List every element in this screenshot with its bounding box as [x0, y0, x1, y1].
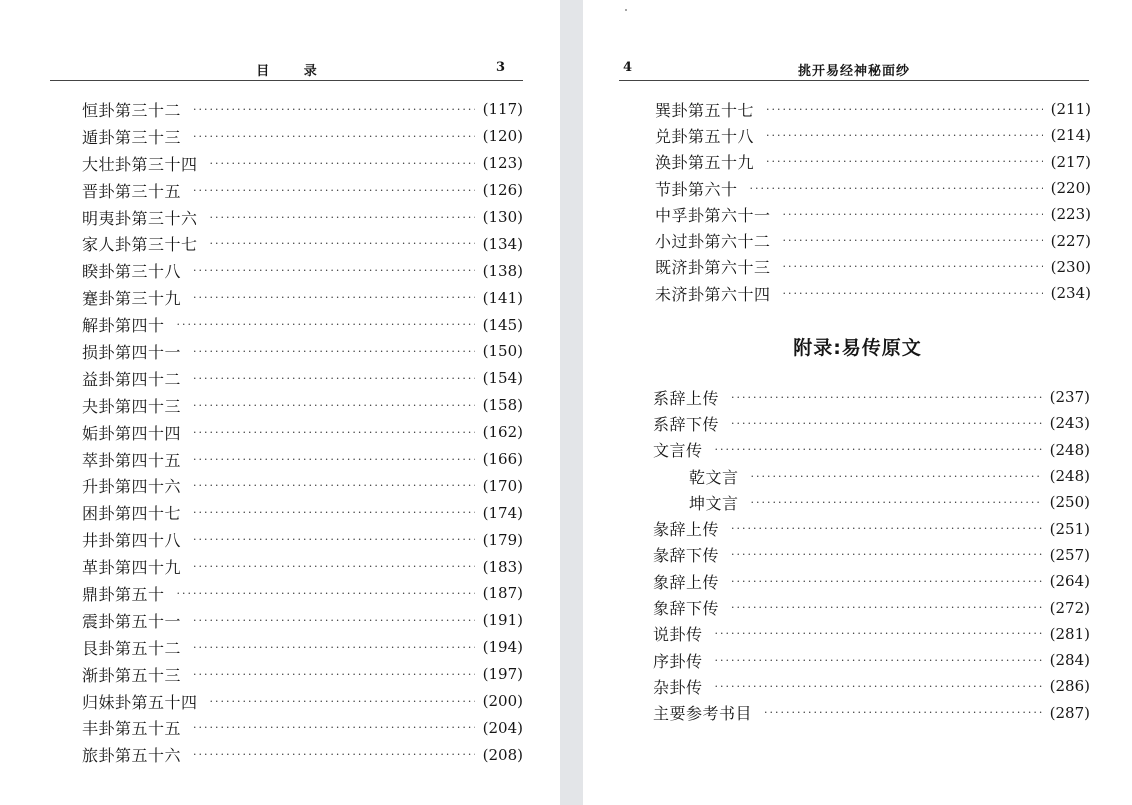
toc-entry-title: 渐卦第五十三: [82, 665, 182, 685]
appendix-toc-entry[interactable]: [653, 594, 1090, 620]
right-page-header: [619, 54, 1089, 81]
toc-entry-page-number: (234): [1050, 284, 1091, 303]
dot-leader: [193, 533, 475, 546]
toc-entry-title: 中孚卦第六十一: [655, 205, 771, 225]
toc-entry-page-number: (123): [482, 154, 523, 173]
toc-entry-title: 象辞下传: [653, 599, 720, 619]
toc-entry-page-number: (191): [482, 611, 523, 630]
toc-entry-title: 涣卦第五十九: [655, 153, 755, 173]
toc-entry-page-number: (250): [1049, 493, 1090, 512]
toc-entry-title: 乾文言: [689, 467, 739, 487]
dot-leader: [715, 627, 1042, 640]
toc-entry-page-number: (200): [482, 692, 523, 711]
toc-entry-title: 主要参考书目: [653, 704, 753, 724]
toc-entry-title: 说卦传: [653, 625, 703, 645]
dot-leader: [766, 103, 1043, 116]
toc-entry-title: 姤卦第四十四: [82, 423, 182, 443]
toc-entry-page-number: (158): [482, 396, 523, 415]
toc-entry-title: 升卦第四十六: [82, 477, 182, 497]
toc-entry-title: 鼎卦第五十: [82, 584, 165, 604]
toc-entry[interactable]: [82, 177, 523, 204]
toc-entry-title: 节卦第六十: [655, 179, 738, 199]
left-page-number: 3: [495, 60, 505, 75]
toc-entry-page-number: (117): [482, 100, 523, 119]
toc-entry-page-number: (162): [482, 423, 523, 442]
toc-entry[interactable]: [82, 96, 523, 123]
dot-leader: [177, 587, 475, 600]
toc-entry-title: 系辞下传: [653, 414, 720, 434]
toc-entry-title: 革卦第四十九: [82, 558, 182, 578]
toc-entry-title: 序卦传: [653, 651, 703, 671]
toc-entry[interactable]: [82, 499, 523, 526]
left-header-title: 目 录: [256, 64, 317, 79]
toc-entry-title: 丰卦第五十五: [82, 719, 182, 739]
toc-entry-title: 益卦第四十二: [82, 369, 182, 389]
toc-entry-page-number: (284): [1049, 651, 1090, 670]
appendix-toc-entry[interactable]: [653, 410, 1090, 436]
toc-entry-page-number: (214): [1050, 126, 1091, 145]
dot-leader: [731, 548, 1042, 561]
toc-entry-title: 艮卦第五十二: [82, 638, 182, 658]
toc-entry-page-number: (248): [1049, 440, 1090, 459]
toc-entry-page-number: (251): [1049, 519, 1090, 538]
dot-leader: [193, 721, 475, 734]
toc-entry-page-number: (126): [482, 181, 523, 200]
toc-entry-page-number: (150): [482, 342, 523, 361]
toc-entry-page-number: (166): [482, 450, 523, 469]
dot-leader: [193, 453, 475, 466]
dot-leader: [715, 680, 1042, 693]
toc-entry-title: 蹇卦第三十九: [82, 289, 182, 309]
toc-entry-title: 归妹卦第五十四: [82, 692, 198, 712]
toc-entry-page-number: (272): [1049, 598, 1090, 617]
dot-leader: [193, 130, 475, 143]
toc-entry[interactable]: [655, 96, 1091, 122]
dot-leader: [193, 668, 475, 681]
toc-entry-page-number: (230): [1050, 257, 1091, 276]
toc-list-left: [82, 96, 523, 768]
toc-entry-page-number: (211): [1050, 100, 1091, 119]
dot-leader: [193, 748, 475, 761]
toc-entry-title: 家人卦第三十七: [82, 235, 198, 255]
toc-entry-title: 坤文言: [689, 493, 739, 513]
toc-entry[interactable]: [655, 254, 1091, 280]
toc-entry-page-number: (134): [482, 234, 523, 253]
dot-leader: [193, 372, 475, 385]
toc-entry-page-number: (217): [1050, 152, 1091, 171]
dot-leader: [783, 287, 1043, 300]
toc-entry-title: 巽卦第五十七: [655, 100, 755, 120]
dot-leader: [783, 260, 1043, 273]
dot-leader: [210, 237, 475, 250]
dot-leader: [193, 560, 475, 573]
toc-entry-title: 大壮卦第三十四: [82, 154, 198, 174]
toc-entry-page-number: (243): [1049, 414, 1090, 433]
dot-leader: [210, 211, 475, 224]
appendix-toc-entry[interactable]: [653, 647, 1090, 673]
toc-entry-title: 系辞上传: [653, 388, 720, 408]
toc-list-right: [655, 96, 1091, 306]
dot-leader: [177, 318, 475, 331]
toc-entry-title: 旅卦第五十六: [82, 746, 182, 766]
toc-entry[interactable]: [82, 204, 523, 231]
toc-entry-page-number: (237): [1049, 388, 1090, 407]
dot-leader: [193, 426, 475, 439]
toc-entry[interactable]: [82, 741, 523, 768]
appendix-toc-entry[interactable]: [653, 621, 1090, 647]
toc-entry-page-number: (281): [1049, 624, 1090, 643]
toc-entry-title: 解卦第四十: [82, 316, 165, 336]
toc-entry-page-number: (208): [482, 745, 523, 764]
toc-entry-title: 彖辞下传: [653, 546, 720, 566]
right-header-title: 挑开易经神秘面纱: [797, 64, 910, 79]
toc-entry-page-number: (257): [1049, 545, 1090, 564]
appendix-heading: 附录:易传原文: [793, 337, 922, 359]
toc-entry-page-number: (223): [1050, 205, 1091, 224]
toc-entry-page-number: (204): [482, 718, 523, 737]
toc-entry[interactable]: [82, 311, 523, 338]
dot-leader: [764, 706, 1042, 719]
appendix-toc-entry[interactable]: [653, 542, 1090, 568]
dot-leader: [731, 417, 1042, 430]
toc-entry[interactable]: [82, 526, 523, 553]
toc-entry-title: 未济卦第六十四: [655, 284, 771, 304]
toc-entry[interactable]: [655, 149, 1091, 175]
toc-entry-title: 既济卦第六十三: [655, 258, 771, 278]
toc-entry-page-number: (287): [1049, 703, 1090, 722]
toc-entry[interactable]: [82, 472, 523, 499]
toc-entry[interactable]: [82, 123, 523, 150]
toc-entry[interactable]: [655, 201, 1091, 227]
toc-entry-title: 明夷卦第三十六: [82, 208, 198, 228]
toc-entry[interactable]: [655, 175, 1091, 201]
scan-speck: [625, 9, 627, 11]
toc-entry-title: 兑卦第五十八: [655, 126, 755, 146]
toc-entry-title: 晋卦第三十五: [82, 181, 182, 201]
toc-entry[interactable]: [82, 338, 523, 365]
toc-entry[interactable]: [82, 230, 523, 257]
toc-entry-page-number: (154): [482, 369, 523, 388]
toc-entry[interactable]: [82, 634, 523, 661]
toc-entry-page-number: (187): [482, 584, 523, 603]
dot-leader: [193, 345, 475, 358]
toc-entry-title: 小过卦第六十二: [655, 232, 771, 252]
toc-entry-title: 文言传: [653, 441, 703, 461]
toc-entry-page-number: (220): [1050, 179, 1091, 198]
appendix-toc-entry[interactable]: [653, 515, 1090, 541]
dot-leader: [193, 614, 475, 627]
appendix-toc-entry[interactable]: [653, 489, 1090, 515]
toc-entry-page-number: (145): [482, 315, 523, 334]
toc-entry[interactable]: [655, 227, 1091, 253]
toc-entry-page-number: (138): [482, 261, 523, 280]
dot-leader: [783, 234, 1043, 247]
toc-entry[interactable]: [82, 714, 523, 741]
toc-entry[interactable]: [82, 553, 523, 580]
toc-entry[interactable]: [82, 392, 523, 419]
dot-leader: [193, 399, 475, 412]
dot-leader: [751, 496, 1042, 509]
toc-entry-page-number: (227): [1050, 231, 1091, 250]
toc-entry-title: 震卦第五十一: [82, 611, 182, 631]
toc-entry-title: 困卦第四十七: [82, 504, 182, 524]
toc-entry-title: 损卦第四十一: [82, 342, 182, 362]
dot-leader: [193, 506, 475, 519]
toc-entry-page-number: (197): [482, 665, 523, 684]
toc-entry[interactable]: [82, 419, 523, 446]
appendix-toc-entry[interactable]: [653, 437, 1090, 463]
left-page-header: [50, 54, 523, 81]
dot-leader: [210, 157, 475, 170]
dot-leader: [731, 522, 1042, 535]
toc-entry-title: 井卦第四十八: [82, 531, 182, 551]
appendix-toc-entry[interactable]: [653, 463, 1090, 489]
toc-entry-page-number: (194): [482, 638, 523, 657]
appendix-toc-entry[interactable]: [653, 568, 1090, 594]
dot-leader: [766, 155, 1043, 168]
dot-leader: [766, 129, 1043, 142]
dot-leader: [751, 470, 1042, 483]
toc-entry-title: 遁卦第三十三: [82, 127, 182, 147]
dot-leader: [715, 654, 1042, 667]
toc-entry-page-number: (130): [482, 208, 523, 226]
right-page-number: 4: [623, 60, 633, 75]
toc-entry-title: 睽卦第三十八: [82, 262, 182, 282]
toc-entry-page-number: (248): [1049, 467, 1090, 486]
dot-leader: [731, 575, 1042, 588]
dot-leader: [731, 601, 1042, 614]
dot-leader: [193, 479, 475, 492]
dot-leader: [193, 264, 475, 277]
toc-entry-page-number: (170): [482, 476, 523, 495]
toc-entry[interactable]: [82, 661, 523, 688]
toc-entry-page-number: (286): [1049, 677, 1090, 696]
appendix-toc-entry[interactable]: [653, 384, 1090, 410]
toc-entry-title: 象辞上传: [653, 572, 720, 592]
toc-entry[interactable]: [655, 122, 1091, 148]
toc-entry-title: 萃卦第四十五: [82, 450, 182, 470]
appendix-toc-list: [653, 384, 1090, 726]
dot-leader: [193, 291, 475, 304]
toc-entry[interactable]: [82, 150, 523, 177]
appendix-toc-entry[interactable]: [653, 700, 1090, 726]
toc-entry-title: 恒卦第三十二: [82, 100, 182, 120]
toc-entry[interactable]: [82, 257, 523, 284]
toc-entry-page-number: (264): [1049, 572, 1090, 591]
toc-entry[interactable]: [82, 580, 523, 607]
toc-entry[interactable]: [82, 688, 523, 715]
toc-entry[interactable]: [82, 446, 523, 473]
toc-entry[interactable]: [82, 284, 523, 311]
appendix-toc-entry[interactable]: [653, 673, 1090, 699]
dot-leader: [783, 208, 1043, 221]
toc-entry-title: 彖辞上传: [653, 520, 720, 540]
toc-entry-page-number: (141): [482, 288, 523, 307]
toc-entry-title: 夬卦第四十三: [82, 396, 182, 416]
dot-leader: [715, 443, 1042, 456]
dot-leader: [750, 182, 1043, 195]
toc-entry-title: 杂卦传: [653, 677, 703, 697]
toc-entry[interactable]: [82, 365, 523, 392]
dot-leader: [193, 641, 475, 654]
dot-leader: [193, 103, 475, 116]
toc-entry[interactable]: [655, 280, 1091, 306]
toc-entry-page-number: (120): [482, 127, 523, 146]
toc-entry-page-number: (179): [482, 530, 523, 549]
dot-leader: [210, 695, 475, 708]
toc-entry[interactable]: [82, 607, 523, 634]
dot-leader: [193, 184, 475, 197]
toc-entry-page-number: (174): [482, 503, 523, 522]
dot-leader: [731, 391, 1042, 404]
toc-entry-page-number: (183): [482, 557, 523, 576]
